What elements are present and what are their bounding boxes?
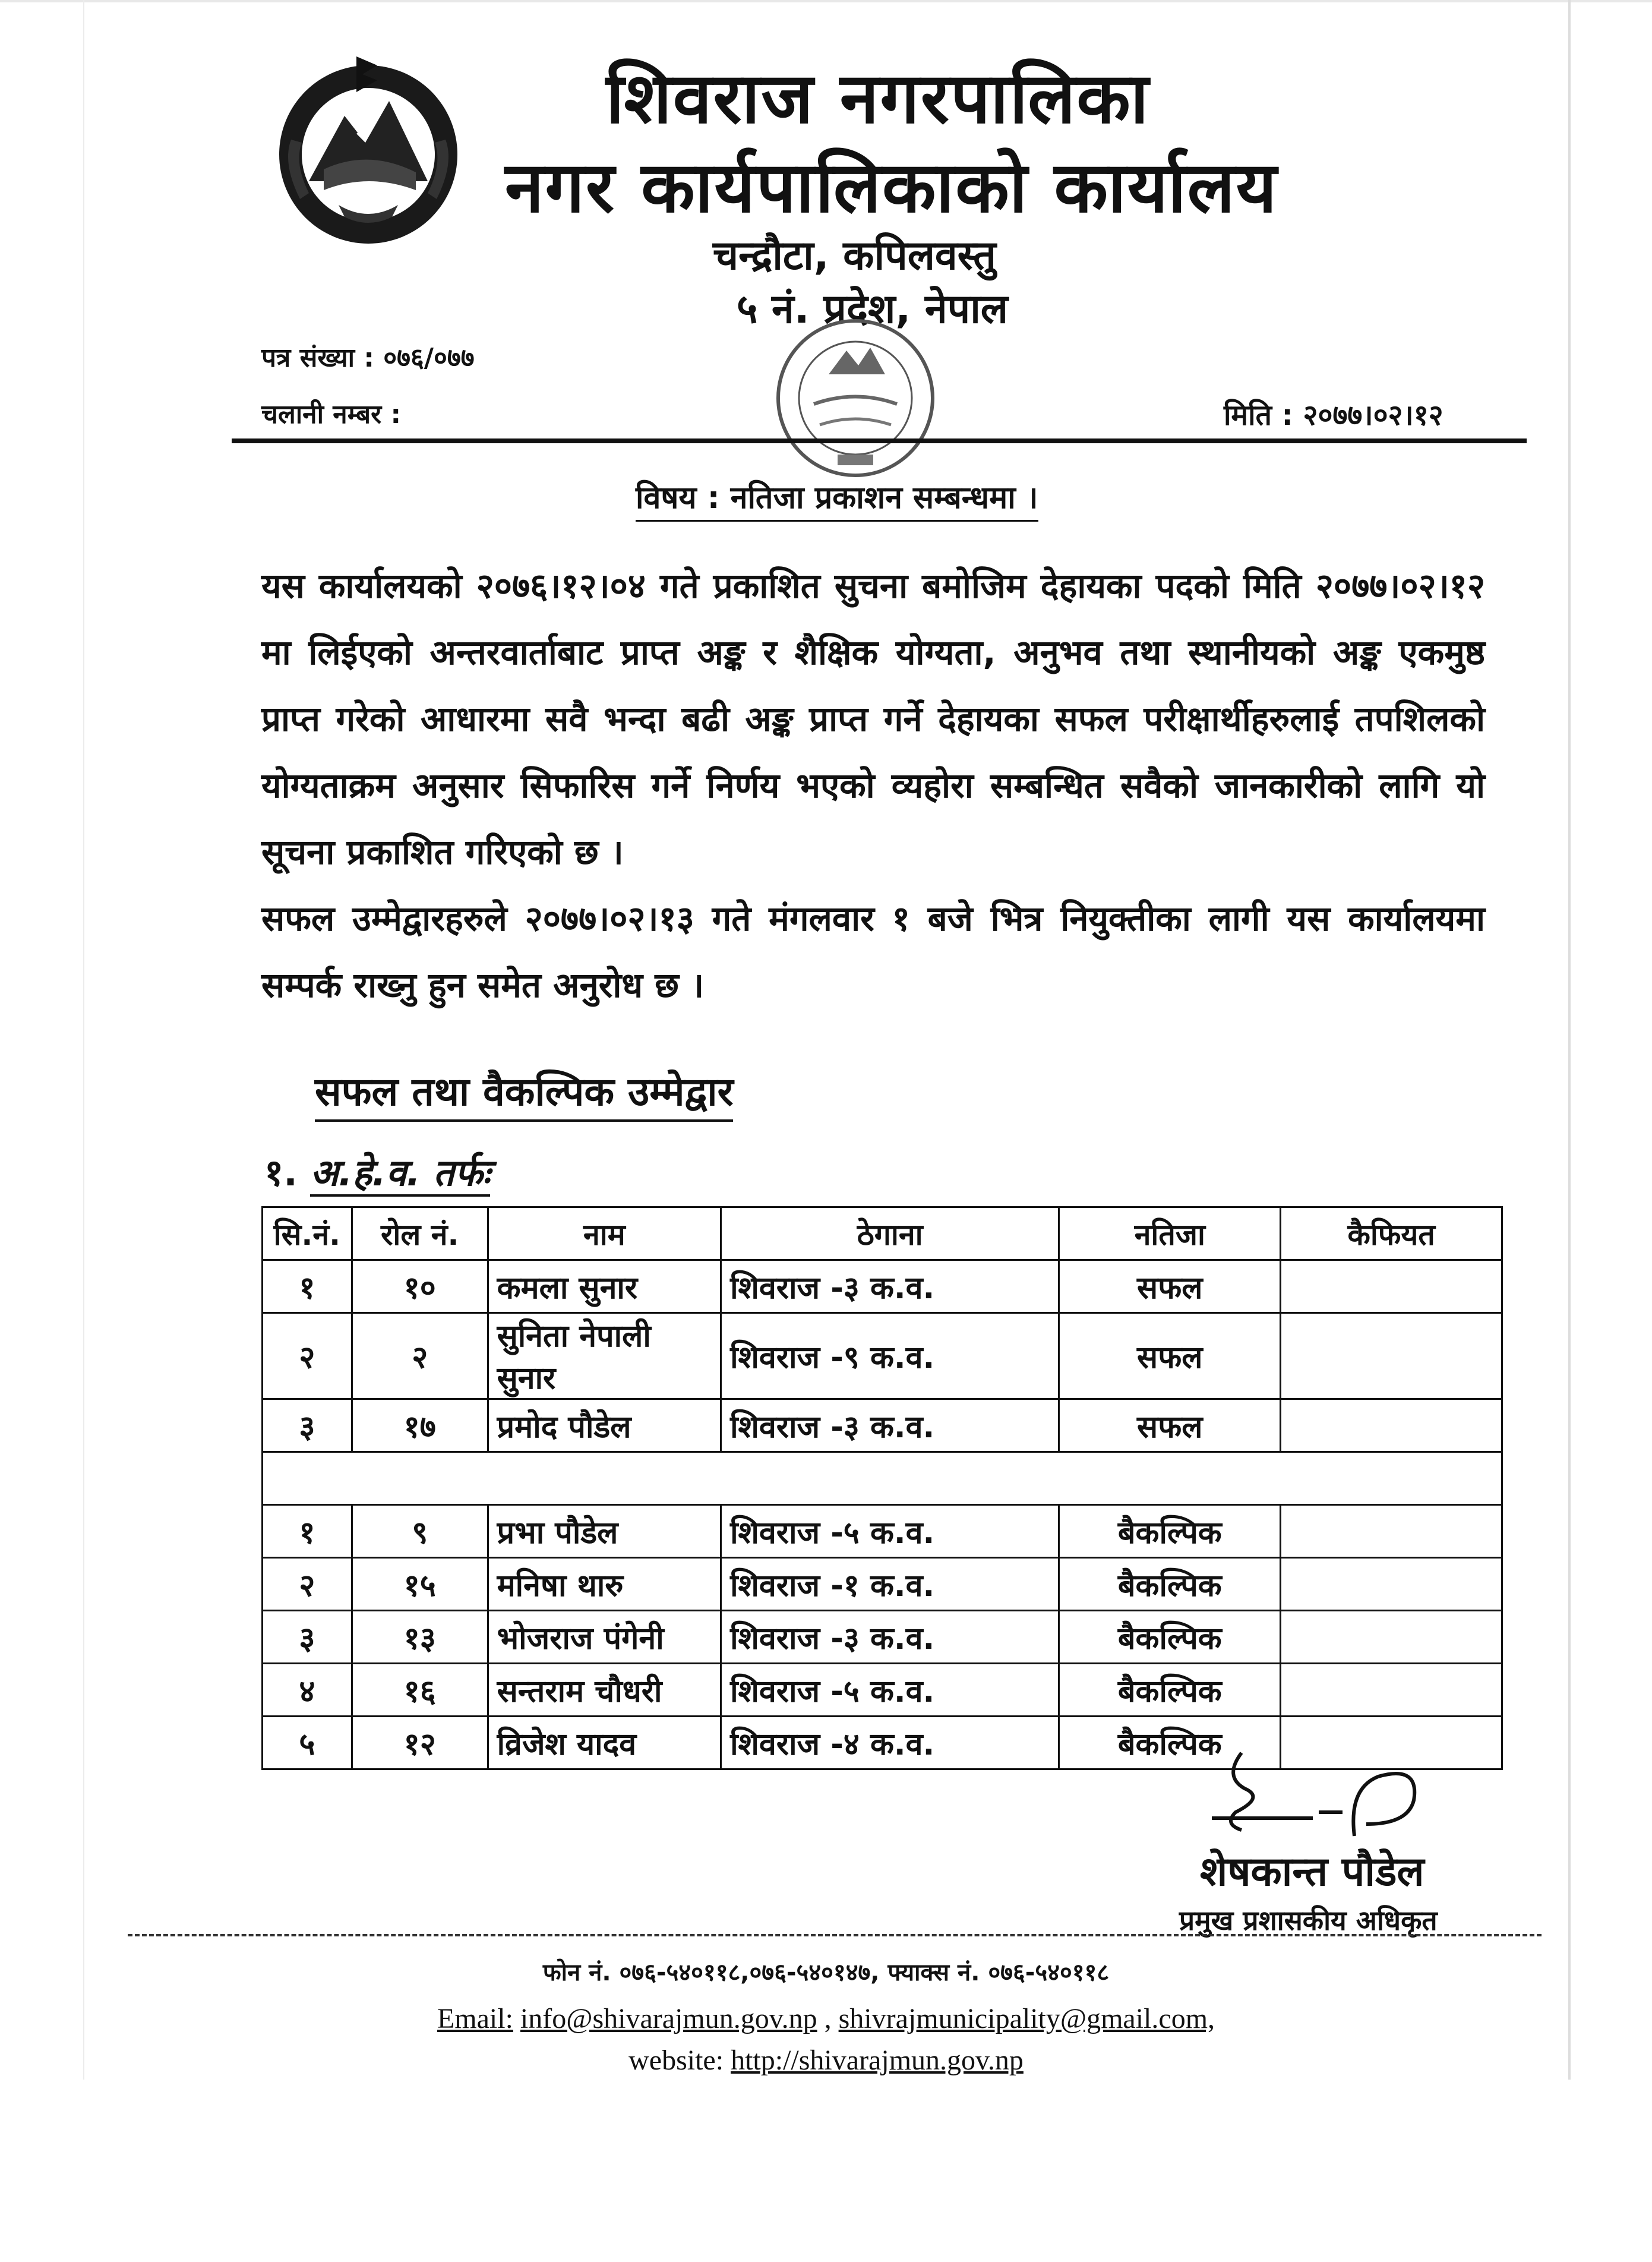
cell-address: शिवराज -३ क.व. bbox=[721, 1399, 1059, 1452]
header-divider bbox=[232, 438, 1527, 443]
cell-serial: ५ bbox=[263, 1717, 352, 1769]
cell-name: कमला सुनार bbox=[488, 1260, 721, 1313]
cell-serial: २ bbox=[263, 1558, 352, 1611]
cell-result: बैकल्पिक bbox=[1059, 1611, 1281, 1664]
cell-address: शिवराज -१ क.व. bbox=[721, 1558, 1059, 1611]
cell-serial: १ bbox=[263, 1260, 352, 1313]
section-heading: सफल तथा वैकल्पिक उम्मेद्वार bbox=[315, 1064, 733, 1122]
website-prefix: website: bbox=[628, 2045, 724, 2076]
cell-address: शिवराज -९ क.व. bbox=[721, 1313, 1059, 1399]
cell-name: भोजराज पंगेनी bbox=[488, 1611, 721, 1664]
body-paragraph-1: यस कार्यालयको २०७६।१२।०४ गते प्रकाशित सुचना बमोजिम देहायका पदको मिति २०७७।०२।१२ मा लिईएको अन्तरवार्ताबाट प्राप्त अङ्क र शैक्षिक योग्यता, अनुभव तथा स्थानीयको अङ्क एकमुष्ठ प्राप्त गरेको आधारमा सवै भन्दा बढी अङ्क प्राप्त गर्ने देहायका सफल परीक्षार्थीहरुलाई तपशिलको योग्यताक्रम अनुसार सिफारिस गर्ने निर्णय भएको व्यहोरा सम्बन्धित सवैको जानकारीको लागि यो सूचना प्रकाशित गरिएको छ । bbox=[261, 566, 1485, 872]
cell-remarks bbox=[1281, 1313, 1502, 1399]
notice-body bbox=[261, 553, 1485, 1018]
table-row bbox=[263, 1611, 1502, 1664]
cell-address: शिवराज -३ क.व. bbox=[721, 1611, 1059, 1664]
header-address: ठेगाना bbox=[721, 1207, 1059, 1260]
result-table bbox=[261, 1206, 1503, 1770]
cell-result: बैकल्पिक bbox=[1059, 1717, 1281, 1769]
website-link[interactable]: http://shivarajmun.gov.np bbox=[731, 2045, 1024, 2076]
cell-address: शिवराज -५ क.व. bbox=[721, 1664, 1059, 1717]
signatory-title: प्रमुख प्रशासकीय अधिकृत bbox=[1179, 1904, 1438, 1936]
email-link-1[interactable]: info@shivarajmun.gov.np bbox=[520, 2003, 817, 2034]
municipality-name: शिवराज नगरपालिका bbox=[606, 57, 1150, 139]
cell-roll: १२ bbox=[352, 1717, 488, 1769]
cell-serial: ३ bbox=[263, 1399, 352, 1452]
table-row bbox=[263, 1399, 1502, 1452]
letter-date: मिति : २०७७।०२।१२ bbox=[1224, 399, 1443, 432]
cell-remarks bbox=[1281, 1611, 1502, 1664]
cell-remarks bbox=[1281, 1399, 1502, 1452]
office-name: नगर कार्यपालिकाको कार्यालय bbox=[505, 146, 1278, 228]
email-link-2[interactable]: shivrajmunicipality@gmail.com, bbox=[838, 2003, 1215, 2034]
office-seal-stamp-icon bbox=[766, 309, 945, 487]
letter-number: पत्र संख्या : ०७६/०७७ bbox=[261, 343, 475, 373]
table-row bbox=[263, 1558, 1502, 1611]
header-remarks: कैफियत bbox=[1281, 1207, 1502, 1260]
table-gap-row bbox=[263, 1452, 1502, 1505]
contact-phone: फोन नं. ०७६-५४०११८,०७६-५४०१४७, फ्याक्स नं. ०७६-५४०११८ bbox=[542, 1959, 1110, 1986]
table-header-row bbox=[263, 1207, 1502, 1260]
email-prefix: Email: bbox=[437, 2003, 513, 2034]
cell-address: शिवराज -५ क.व. bbox=[721, 1505, 1059, 1558]
cell-roll: १५ bbox=[352, 1558, 488, 1611]
page-edge-left bbox=[83, 0, 84, 2080]
cell-remarks bbox=[1281, 1505, 1502, 1558]
header-roll: रोल नं. bbox=[352, 1207, 488, 1260]
table-row bbox=[263, 1505, 1502, 1558]
cell-name: सन्तराम चौधरी bbox=[488, 1664, 721, 1717]
table-row bbox=[263, 1664, 1502, 1717]
cell-remarks bbox=[1281, 1558, 1502, 1611]
address-line-1: चन्द्रौटा, कपिलवस्तु bbox=[713, 232, 996, 279]
footer-divider bbox=[128, 1934, 1542, 1936]
gap-cell bbox=[263, 1452, 1502, 1505]
cell-address: शिवराज -४ क.व. bbox=[721, 1717, 1059, 1769]
cell-roll: २ bbox=[352, 1313, 488, 1399]
cell-serial: ४ bbox=[263, 1664, 352, 1717]
header-result: नतिजा bbox=[1059, 1207, 1281, 1260]
cell-serial: १ bbox=[263, 1505, 352, 1558]
dispatch-number: चलानी नम्बर : bbox=[261, 399, 402, 430]
table-row bbox=[263, 1260, 1502, 1313]
cell-address: शिवराज -३ क.व. bbox=[721, 1260, 1059, 1313]
page-edge-right bbox=[1568, 0, 1571, 2080]
subject-line: विषय : नतिजा प्रकाशन सम्बन्धमा । bbox=[636, 475, 1038, 522]
header-serial: सि.नं. bbox=[263, 1207, 352, 1260]
sub-heading-number: १. bbox=[264, 1151, 298, 1194]
nepal-municipality-emblem-icon bbox=[267, 45, 469, 258]
cell-roll: १० bbox=[352, 1260, 488, 1313]
cell-name: प्रभा पौडेल bbox=[488, 1505, 721, 1558]
address-line-2: ५ नं. प्रदेश, नेपाल bbox=[737, 286, 1008, 333]
email-separator: , bbox=[824, 2003, 832, 2034]
cell-serial: २ bbox=[263, 1313, 352, 1399]
cell-remarks bbox=[1281, 1260, 1502, 1313]
cell-result: बैकल्पिक bbox=[1059, 1505, 1281, 1558]
cell-remarks bbox=[1281, 1664, 1502, 1717]
cell-roll: १६ bbox=[352, 1664, 488, 1717]
sub-heading bbox=[264, 1147, 490, 1197]
cell-result: सफल bbox=[1059, 1260, 1281, 1313]
cell-roll: १७ bbox=[352, 1399, 488, 1452]
cell-result: बैकल्पिक bbox=[1059, 1558, 1281, 1611]
cell-result: बैकल्पिक bbox=[1059, 1664, 1281, 1717]
table-row bbox=[263, 1313, 1502, 1399]
cell-name: सुनिता नेपाली सुनार bbox=[488, 1313, 721, 1399]
signatory-name: शेषकान्त पौडेल bbox=[1200, 1848, 1424, 1895]
sub-heading-label: अ.हे.व. तर्फः bbox=[310, 1151, 490, 1197]
cell-serial: ३ bbox=[263, 1611, 352, 1664]
cell-roll: १३ bbox=[352, 1611, 488, 1664]
header-name: नाम bbox=[488, 1207, 721, 1260]
cell-name: मनिषा थारु bbox=[488, 1558, 721, 1611]
cell-name: व्रिजेश यादव bbox=[488, 1717, 721, 1769]
contact-website-line bbox=[0, 2044, 1652, 2077]
body-paragraph-2: सफल उम्मेद्वारहरुले २०७७।०२।१३ गते मंगलवार १ बजे भित्र नियुक्तीका लागी यस कार्यालयमा सम्पर्क राख्नु हुन समेत अनुरोध छ । bbox=[261, 898, 1485, 1005]
page-edge-top bbox=[0, 0, 1652, 2]
cell-result: सफल bbox=[1059, 1399, 1281, 1452]
cell-result: सफल bbox=[1059, 1313, 1281, 1399]
contact-email-line bbox=[0, 2002, 1652, 2035]
cell-roll: ९ bbox=[352, 1505, 488, 1558]
cell-name: प्रमोद पौडेल bbox=[488, 1399, 721, 1452]
